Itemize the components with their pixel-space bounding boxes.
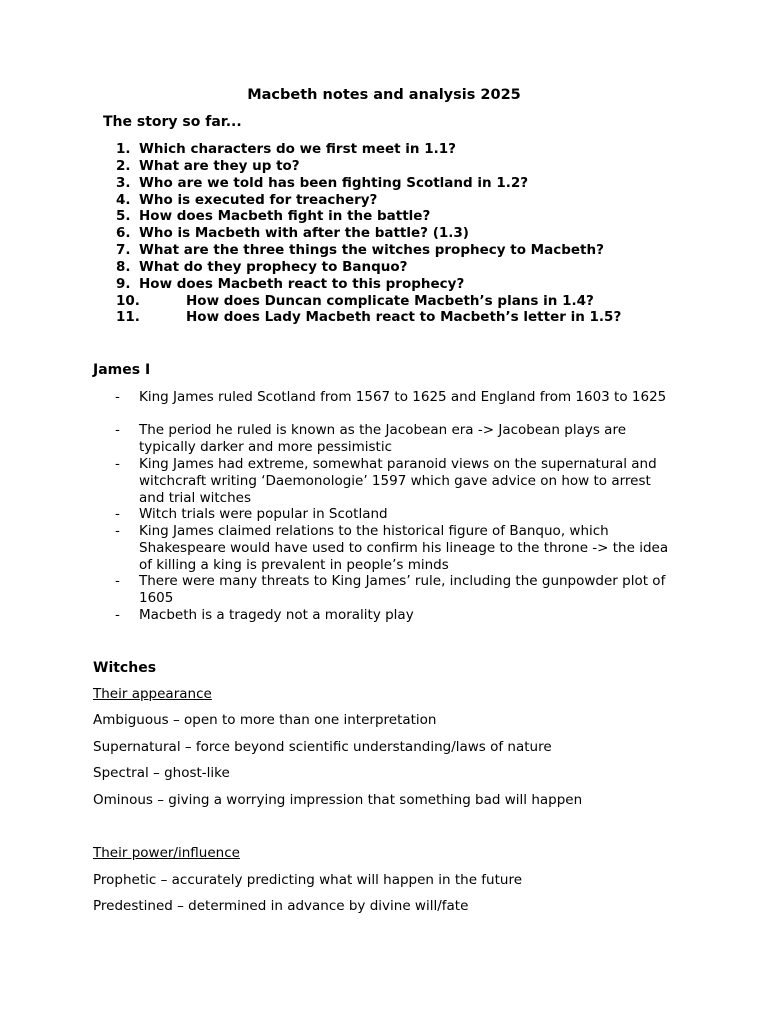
bullet-dash: -	[115, 422, 120, 438]
witches-heading: Witches	[93, 660, 157, 676]
list-item	[115, 573, 669, 607]
appearance-line: Spectral – ghost-like	[93, 765, 230, 781]
bullet-text: King James ruled Scotland from 1567 to 1625 and England from 1603 to 1625	[139, 389, 667, 405]
list-item	[115, 389, 669, 406]
question-number: 9.	[116, 276, 131, 292]
bullet-dash: -	[115, 506, 120, 522]
question-number: 8.	[116, 259, 131, 275]
bullet-dash: -	[115, 523, 120, 539]
question-text: Who are we told has been fighting Scotland in 1.2?	[139, 175, 529, 191]
question-number: 7.	[116, 242, 131, 258]
question-text: Who is executed for treachery?	[139, 192, 378, 208]
document-title: Macbeth notes and analysis 2025	[247, 87, 521, 103]
appearance-line: Ambiguous – open to more than one interpretation	[93, 712, 437, 728]
question-number: 3.	[116, 175, 131, 191]
question-number: 1.	[116, 141, 131, 157]
bullet-text: Macbeth is a tragedy not a morality play	[139, 607, 414, 623]
list-item	[115, 506, 669, 523]
question-text: How does Lady Macbeth react to Macbeth’s letter in 1.5?	[186, 309, 622, 325]
bullet-text: The period he ruled is known as the Jacobean era -> Jacobean plays are typically darker and more pessimistic	[139, 422, 627, 455]
question-text: How does Macbeth react to this prophecy?	[139, 276, 465, 292]
question-text: Who is Macbeth with after the battle? (1.3)	[139, 225, 469, 241]
question-number: 5.	[116, 208, 131, 224]
bullet-text: There were many threats to King James’ rule, including the gunpowder plot of 1605	[139, 573, 666, 606]
list-item	[115, 523, 669, 573]
question-text: What do they prophecy to Banquo?	[139, 259, 408, 275]
bullet-dash: -	[115, 573, 120, 589]
james-heading: James I	[93, 362, 151, 378]
list-item	[115, 607, 669, 624]
question-text: What are they up to?	[139, 158, 300, 174]
question-number: 2.	[116, 158, 131, 174]
question-text: Which characters do we first meet in 1.1?	[139, 141, 456, 157]
question-text: How does Macbeth fight in the battle?	[139, 208, 431, 224]
story-so-far-heading: The story so far...	[103, 114, 242, 130]
appearance-line: Supernatural – force beyond scientific understanding/laws of nature	[93, 739, 552, 755]
question-text: What are the three things the witches prophecy to Macbeth?	[139, 242, 604, 258]
question-number: 6.	[116, 225, 131, 241]
bullet-dash: -	[115, 456, 120, 472]
question-text: How does Duncan complicate Macbeth’s plans in 1.4?	[186, 293, 594, 309]
list-item	[115, 456, 669, 506]
power-heading: Their power/influence	[93, 845, 240, 861]
question-number: 11.	[116, 309, 140, 325]
appearance-line: Ominous – giving a worrying impression that something bad will happen	[93, 792, 583, 808]
bullet-dash: -	[115, 389, 120, 405]
appearance-heading: Their appearance	[93, 686, 212, 702]
bullet-text: Witch trials were popular in Scotland	[139, 506, 388, 522]
power-line: Predestined – determined in advance by divine will/fate	[93, 898, 469, 914]
list-item	[115, 422, 669, 456]
question-number: 10.	[116, 293, 140, 309]
bullet-dash: -	[115, 607, 120, 623]
power-line: Prophetic – accurately predicting what will happen in the future	[93, 872, 523, 888]
bullet-text: King James had extreme, somewhat paranoid views on the supernatural and witchcraft writing ‘Daemonologie’ 1597 which gave advice on how to arrest and trial witches	[139, 456, 657, 506]
question-number: 4.	[116, 192, 131, 208]
bullet-text: King James claimed relations to the historical figure of Banquo, which Shakespeare would have used to confirm his lineage to the throne -> the idea of killing a king is prevalent in people’s minds	[139, 523, 669, 573]
